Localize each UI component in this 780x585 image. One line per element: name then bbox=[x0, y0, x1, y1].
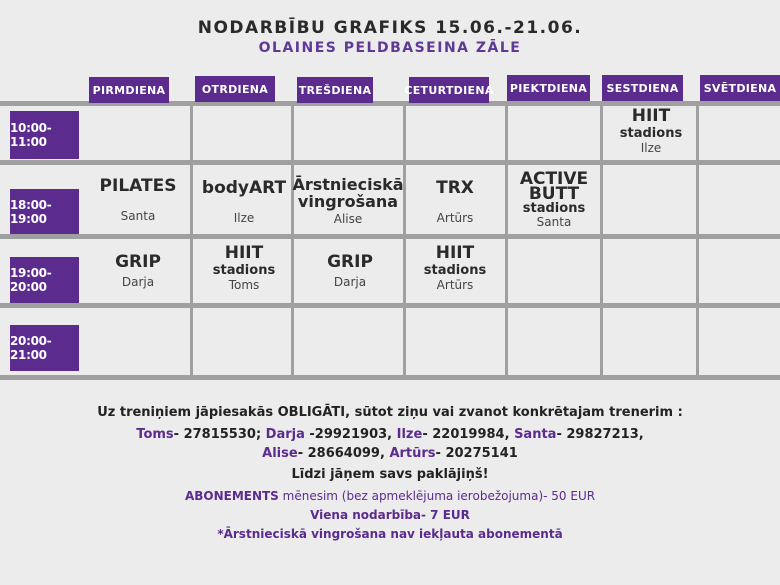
session-location: stadions bbox=[522, 201, 586, 216]
day-header-wednesday: TREŠDIENA bbox=[297, 77, 373, 103]
grid-line bbox=[0, 160, 780, 165]
contact-name: Toms bbox=[136, 427, 174, 442]
grid-line bbox=[0, 303, 780, 308]
time-slot-3: 19:00-20:00 bbox=[10, 257, 79, 303]
contacts-line-1 bbox=[0, 427, 780, 442]
session-name: TRX bbox=[436, 178, 474, 198]
contact-name: Alise bbox=[262, 446, 298, 461]
session-wed-19 bbox=[294, 254, 406, 289]
contact-phone: - 27815530; bbox=[173, 427, 266, 442]
time-slot-2: 18:00-19:00 bbox=[10, 189, 79, 234]
session-trainer: Artūrs bbox=[436, 211, 474, 225]
contact-name: Artūrs bbox=[389, 446, 436, 461]
session-name: bodyART bbox=[201, 178, 287, 198]
session-tue-18 bbox=[194, 180, 294, 225]
single-price: Viena nodarbība- 7 EUR bbox=[310, 508, 470, 522]
session-location: stadions bbox=[212, 263, 276, 278]
contact-phone: - 29827213, bbox=[556, 427, 644, 442]
contact-phone: - 28664099, bbox=[297, 446, 390, 461]
session-name: HIIT bbox=[631, 106, 671, 126]
day-header-friday: PIEKTDIENA bbox=[507, 75, 590, 101]
subscription-label: ABONEMENTS bbox=[184, 489, 279, 503]
session-name-line1: Ārstnieciskā bbox=[292, 175, 404, 194]
contacts-line-2 bbox=[0, 446, 780, 461]
session-location: stadions bbox=[619, 126, 683, 141]
session-tue-19 bbox=[194, 245, 294, 292]
session-name-line2: BUTT bbox=[528, 184, 580, 204]
therapy-note: *Ārstnieciskā vingrošana nav iekļauta abonementā bbox=[217, 527, 563, 541]
session-fri-18 bbox=[505, 171, 603, 229]
signup-instruction: Uz treniņiem jāpiesakās OBLIGĀTI, sūtot ziņu vai zvanot konkrētajam trenerim : bbox=[97, 405, 683, 420]
grid-line bbox=[190, 101, 193, 380]
session-thu-18 bbox=[405, 180, 505, 225]
grid-line bbox=[0, 234, 780, 239]
day-header-monday: PIRMDIENA bbox=[89, 77, 169, 103]
day-header-sunday: SVĒTDIENA bbox=[700, 75, 780, 101]
session-trainer: Toms bbox=[228, 278, 260, 292]
contact-phone: - 22019984, bbox=[422, 427, 515, 442]
day-header-saturday: SESTDIENA bbox=[602, 75, 683, 101]
session-name: HIIT bbox=[224, 243, 264, 263]
session-name: GRIP bbox=[115, 252, 161, 272]
contact-name: Darja bbox=[265, 427, 305, 442]
contact-name: Santa bbox=[514, 427, 557, 442]
schedule-subtitle: OLAINES PELDBASEINA ZĀLE bbox=[258, 40, 522, 56]
session-wed-18 bbox=[292, 176, 404, 226]
session-trainer: Darja bbox=[121, 275, 155, 289]
contact-phone: -29921903, bbox=[304, 427, 397, 442]
session-name-line2: vingrošana bbox=[297, 192, 399, 211]
session-trainer: Artūrs bbox=[436, 278, 474, 292]
grid-line bbox=[291, 101, 294, 380]
day-header-thursday: CETURTDIENA bbox=[409, 77, 489, 103]
session-trainer: Ilze bbox=[233, 211, 255, 225]
session-trainer: Alise bbox=[333, 212, 363, 226]
session-trainer: Santa bbox=[120, 209, 156, 223]
time-slot-4: 20:00-21:00 bbox=[10, 325, 79, 371]
contact-name: Ilze bbox=[396, 427, 423, 442]
time-slot-1: 10:00-11:00 bbox=[10, 111, 79, 159]
session-sat-10 bbox=[603, 108, 699, 155]
session-name-line1: ACTIVE bbox=[519, 169, 589, 189]
session-name: GRIP bbox=[327, 252, 373, 272]
grid-line bbox=[0, 375, 780, 380]
session-trainer: Darja bbox=[333, 275, 367, 289]
schedule-title: NODARBĪBU GRAFIKS 15.06.-21.06. bbox=[197, 18, 583, 38]
session-mon-19 bbox=[88, 254, 188, 289]
session-trainer: Ilze bbox=[640, 141, 662, 155]
session-name: HIIT bbox=[435, 243, 475, 263]
session-name: PILATES bbox=[99, 176, 177, 196]
grid-line bbox=[403, 101, 406, 380]
session-thu-19 bbox=[405, 245, 505, 292]
subscription-price bbox=[0, 489, 780, 503]
session-trainer: Santa bbox=[536, 215, 572, 229]
contact-phone: - 20275141 bbox=[435, 446, 518, 461]
day-header-tuesday: OTRDIENA bbox=[195, 76, 275, 102]
mat-notice: Līdzi jāņem savs paklājiņš! bbox=[291, 467, 489, 482]
session-location: stadions bbox=[423, 263, 487, 278]
session-mon-18 bbox=[88, 178, 188, 223]
grid-line bbox=[505, 101, 508, 380]
subscription-details: mēnesim (bez apmeklējuma ierobežojuma)- 50 EUR bbox=[278, 489, 596, 503]
